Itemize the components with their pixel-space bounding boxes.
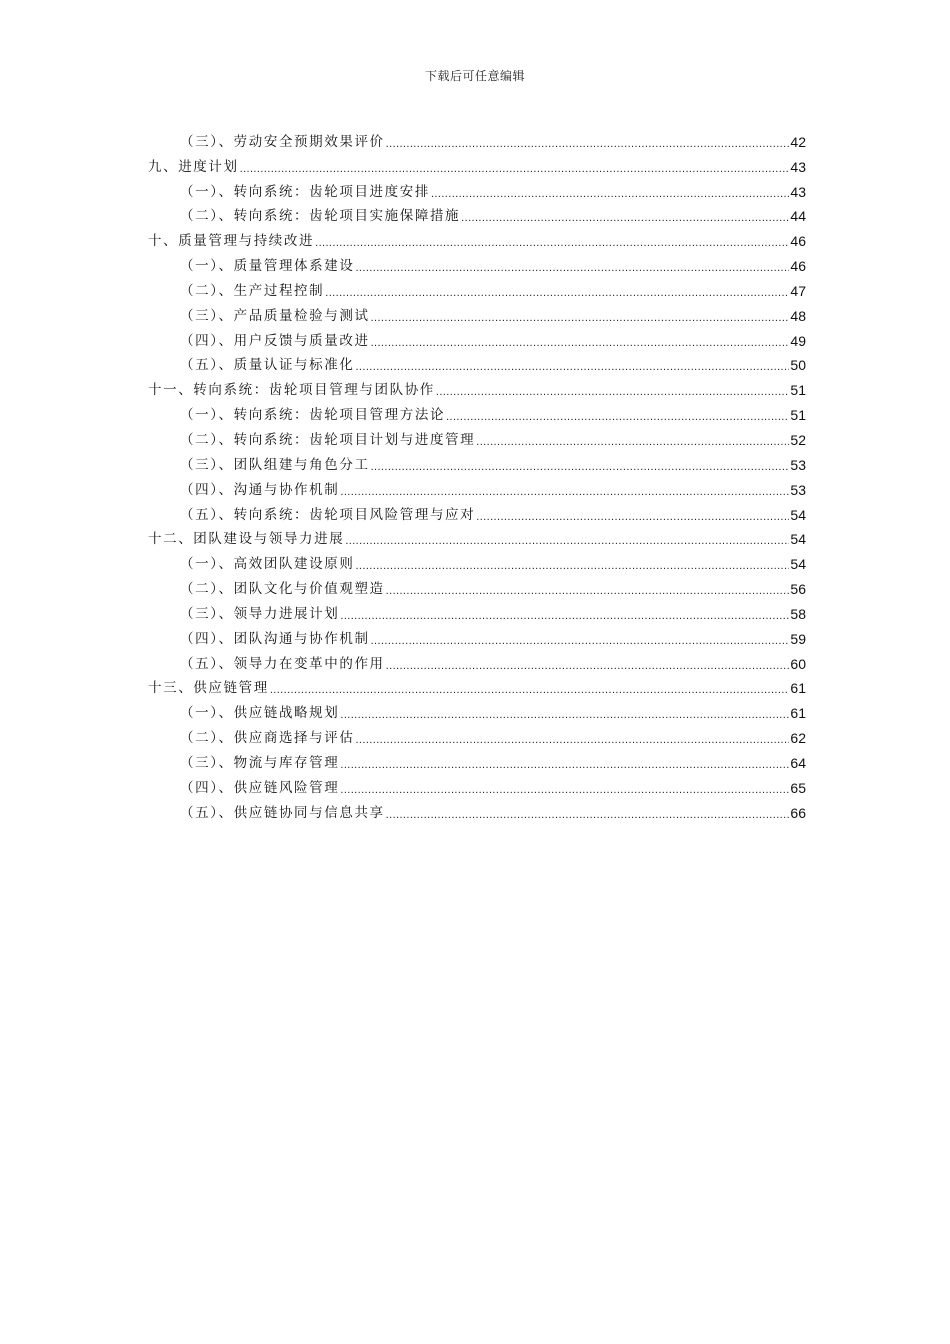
toc-dot-leader xyxy=(446,410,789,424)
toc-entry-page-number: 42 xyxy=(790,133,806,150)
toc-entry-title: （二）、供应商选择与评估 xyxy=(180,730,355,747)
toc-dot-leader xyxy=(270,683,790,697)
toc-entry-title: （一）、供应链战略规划 xyxy=(180,705,340,722)
toc-section-entry[interactable] xyxy=(148,449,806,474)
toc-section-entry[interactable] xyxy=(148,499,806,524)
toc-entry-page-number: 46 xyxy=(790,233,806,250)
toc-entry-page-number: 54 xyxy=(790,506,806,523)
toc-entry-title: （四）、沟通与协作机制 xyxy=(180,481,340,498)
toc-entry-title: （四）、团队沟通与协作机制 xyxy=(180,630,370,647)
toc-dot-leader xyxy=(476,510,789,524)
toc-entry-title: （三）、劳动安全预期效果评价 xyxy=(180,133,385,150)
toc-entry-page-number: 54 xyxy=(790,556,806,573)
toc-entry-title: 十一、转向系统：齿轮项目管理与团队协作 xyxy=(148,382,435,399)
toc-section-entry[interactable] xyxy=(148,300,806,325)
toc-entry-title: （二）、生产过程控制 xyxy=(180,282,325,299)
toc-dot-leader xyxy=(340,783,789,797)
toc-dot-leader xyxy=(340,708,789,722)
toc-section-entry[interactable] xyxy=(148,275,806,300)
toc-entry-page-number: 50 xyxy=(790,357,806,374)
toc-chapter-entry[interactable] xyxy=(148,374,806,399)
toc-entry-title: 十、质量管理与持续改进 xyxy=(148,233,315,250)
toc-section-entry[interactable] xyxy=(148,325,806,350)
toc-section-entry[interactable] xyxy=(148,548,806,573)
toc-chapter-entry[interactable] xyxy=(148,151,806,176)
toc-entry-page-number: 56 xyxy=(790,581,806,598)
toc-chapter-entry[interactable] xyxy=(148,225,806,250)
toc-section-entry[interactable] xyxy=(148,399,806,424)
toc-dot-leader xyxy=(355,360,789,374)
toc-dot-leader xyxy=(371,311,790,325)
toc-entry-page-number: 43 xyxy=(790,158,806,175)
toc-chapter-entry[interactable] xyxy=(148,673,806,698)
toc-entry-page-number: 47 xyxy=(790,282,806,299)
toc-entry-title: 九、进度计划 xyxy=(148,158,239,175)
toc-entry-page-number: 64 xyxy=(790,754,806,771)
toc-entry-page-number: 43 xyxy=(790,183,806,200)
toc-section-entry[interactable] xyxy=(148,623,806,648)
toc-entry-page-number: 65 xyxy=(790,779,806,796)
toc-dot-leader xyxy=(340,609,789,623)
toc-dot-leader xyxy=(355,261,789,275)
toc-dot-leader xyxy=(340,485,789,499)
toc-dot-leader xyxy=(386,137,790,151)
toc-entry-title: （二）、转向系统：齿轮项目计划与进度管理 xyxy=(180,431,476,448)
table-of-contents xyxy=(148,126,806,822)
toc-dot-leader xyxy=(386,808,790,822)
toc-section-entry[interactable] xyxy=(148,474,806,499)
toc-entry-page-number: 61 xyxy=(790,680,806,697)
toc-dot-leader xyxy=(371,460,790,474)
toc-dot-leader xyxy=(386,659,790,673)
toc-dot-leader xyxy=(431,187,789,201)
toc-section-entry[interactable] xyxy=(148,350,806,375)
toc-entry-title: （五）、质量认证与标准化 xyxy=(180,357,355,374)
toc-dot-leader xyxy=(340,758,789,772)
toc-dot-leader xyxy=(476,435,789,449)
toc-entry-page-number: 54 xyxy=(790,531,806,548)
toc-dot-leader xyxy=(371,336,790,350)
toc-entry-title: 十二、团队建设与领导力进展 xyxy=(148,531,345,548)
toc-dot-leader xyxy=(386,584,790,598)
toc-dot-leader xyxy=(461,211,789,225)
toc-entry-page-number: 44 xyxy=(790,208,806,225)
toc-entry-page-number: 53 xyxy=(790,456,806,473)
toc-entry-title: （一）、质量管理体系建设 xyxy=(180,258,355,275)
toc-entry-title: （五）、领导力在变革中的作用 xyxy=(180,655,385,672)
toc-entry-title: （三）、物流与库存管理 xyxy=(180,754,340,771)
toc-entry-title: （二）、转向系统：齿轮项目实施保障措施 xyxy=(180,208,461,225)
toc-section-entry[interactable] xyxy=(148,648,806,673)
toc-entry-title: （四）、用户反馈与质量改进 xyxy=(180,332,370,349)
toc-entry-page-number: 66 xyxy=(790,804,806,821)
toc-section-entry[interactable] xyxy=(148,598,806,623)
toc-entry-page-number: 48 xyxy=(790,307,806,324)
toc-entry-page-number: 62 xyxy=(790,730,806,747)
toc-dot-leader xyxy=(315,236,789,250)
toc-dot-leader xyxy=(325,286,789,300)
toc-chapter-entry[interactable] xyxy=(148,524,806,549)
toc-entry-title: （三）、团队组建与角色分工 xyxy=(180,456,370,473)
toc-section-entry[interactable] xyxy=(148,126,806,151)
toc-entry-page-number: 58 xyxy=(790,605,806,622)
toc-dot-leader xyxy=(355,559,789,573)
toc-dot-leader xyxy=(345,534,789,548)
toc-entry-title: （三）、产品质量检验与测试 xyxy=(180,307,370,324)
toc-section-entry[interactable] xyxy=(148,250,806,275)
toc-entry-page-number: 59 xyxy=(790,630,806,647)
toc-section-entry[interactable] xyxy=(148,772,806,797)
toc-dot-leader xyxy=(371,634,790,648)
toc-dot-leader xyxy=(240,162,790,176)
toc-entry-page-number: 51 xyxy=(790,407,806,424)
toc-entry-page-number: 53 xyxy=(790,481,806,498)
toc-dot-leader xyxy=(436,385,790,399)
toc-entry-title: （一）、转向系统：齿轮项目管理方法论 xyxy=(180,407,446,424)
toc-entry-title: 十三、供应链管理 xyxy=(148,680,269,697)
toc-entry-page-number: 46 xyxy=(790,258,806,275)
toc-section-entry[interactable] xyxy=(148,797,806,822)
toc-entry-title: （一）、高效团队建设原则 xyxy=(180,556,355,573)
toc-entry-title: （二）、团队文化与价值观塑造 xyxy=(180,581,385,598)
toc-section-entry[interactable] xyxy=(148,176,806,201)
toc-dot-leader xyxy=(355,733,789,747)
toc-section-entry[interactable] xyxy=(148,424,806,449)
toc-entry-title: （五）、转向系统：齿轮项目风险管理与应对 xyxy=(180,506,476,523)
toc-entry-title: （四）、供应链风险管理 xyxy=(180,779,340,796)
toc-section-entry[interactable] xyxy=(148,697,806,722)
toc-section-entry[interactable] xyxy=(148,201,806,226)
toc-entry-title: （五）、供应链协同与信息共享 xyxy=(180,804,385,821)
page-header: 下载后可任意编辑 xyxy=(424,69,525,83)
toc-section-entry[interactable] xyxy=(148,747,806,772)
toc-section-entry[interactable] xyxy=(148,722,806,747)
toc-entry-title: （一）、转向系统：齿轮项目进度安排 xyxy=(180,183,430,200)
toc-entry-page-number: 52 xyxy=(790,431,806,448)
toc-entry-page-number: 61 xyxy=(790,705,806,722)
toc-entry-page-number: 60 xyxy=(790,655,806,672)
toc-entry-page-number: 49 xyxy=(790,332,806,349)
toc-entry-title: （三）、领导力进展计划 xyxy=(180,605,340,622)
toc-entry-page-number: 51 xyxy=(790,382,806,399)
toc-section-entry[interactable] xyxy=(148,573,806,598)
